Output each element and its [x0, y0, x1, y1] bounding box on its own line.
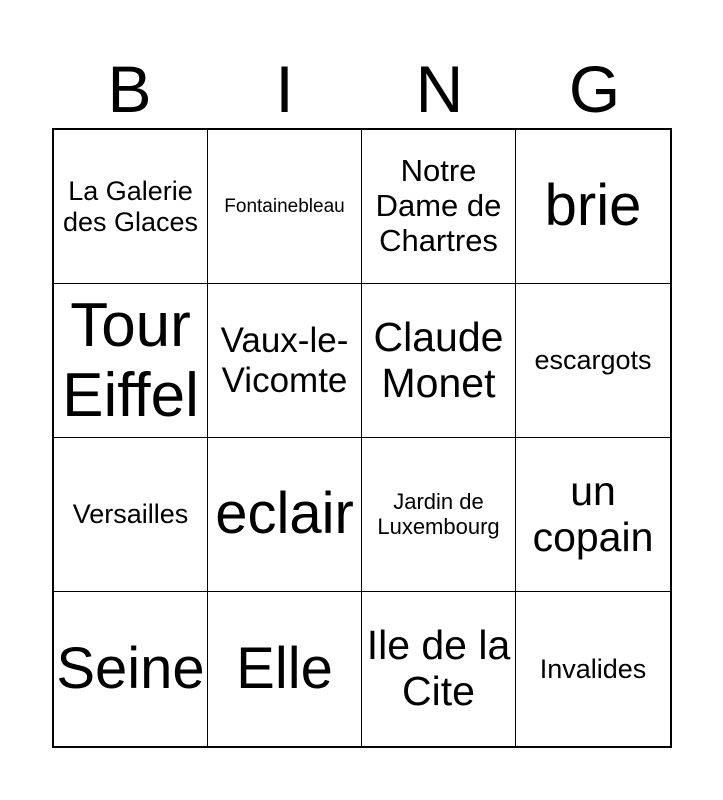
- header-letter-n: N: [415, 52, 464, 126]
- cell-text: Jardin de Luxembourg: [377, 488, 500, 539]
- cell-text: Tour Eiffel: [62, 291, 199, 430]
- bingo-cell[interactable]: [516, 284, 670, 438]
- bingo-cell[interactable]: [362, 438, 516, 592]
- bingo-cell[interactable]: [208, 130, 362, 284]
- header-letter-b: B: [107, 52, 152, 126]
- header-letter-i: I: [275, 52, 294, 126]
- bingo-cell[interactable]: [208, 284, 362, 438]
- bingo-cell[interactable]: [208, 592, 362, 746]
- bingo-cell[interactable]: [54, 438, 208, 592]
- bingo-cell[interactable]: [208, 438, 362, 592]
- cell-text: Fontainebleau: [224, 195, 345, 217]
- cell-text: un copain: [532, 467, 654, 560]
- bingo-cell[interactable]: [54, 284, 208, 438]
- bingo-header: [52, 50, 672, 128]
- bingo-cell[interactable]: [54, 592, 208, 746]
- cell-text: Vaux-le-Vicomte: [220, 321, 349, 400]
- bingo-board: [52, 128, 672, 748]
- bingo-cell[interactable]: [362, 284, 516, 438]
- cell-text: La Galerie des Glaces: [62, 176, 199, 237]
- header-letter-g: G: [568, 52, 621, 126]
- cell-text: brie: [544, 173, 642, 239]
- bingo-cell[interactable]: [516, 438, 670, 592]
- bingo-cell[interactable]: [362, 130, 516, 284]
- cell-text: Versailles: [72, 499, 189, 530]
- cell-text: eclair: [215, 481, 354, 547]
- cell-text: Ile de la Cite: [366, 622, 511, 714]
- cell-text: Seine: [56, 635, 205, 701]
- cell-text: Notre Dame de Chartres: [375, 153, 502, 258]
- bingo-cell[interactable]: [516, 592, 670, 746]
- bingo-cell[interactable]: [362, 592, 516, 746]
- bingo-cell[interactable]: [54, 130, 208, 284]
- cell-text: escargots: [534, 345, 652, 376]
- cell-text: Claude Monet: [373, 313, 504, 406]
- bingo-cell[interactable]: [516, 130, 670, 284]
- cell-text: Elle: [236, 635, 333, 701]
- cell-text: Invalides: [539, 653, 647, 684]
